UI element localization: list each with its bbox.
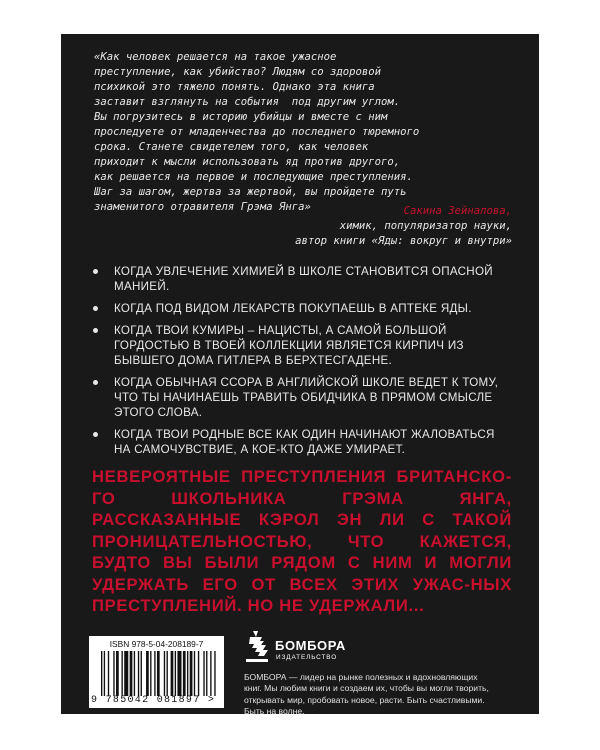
barcode-bar <box>157 651 160 696</box>
barcode-icon <box>101 651 217 696</box>
barcode-bar <box>190 651 193 696</box>
bullet-icon <box>93 380 98 385</box>
bullet-list <box>90 264 510 464</box>
quote-line: заставит взглянуть на события под другим углом. <box>94 96 401 108</box>
quote-line: «Как человек решается на такое ужасное <box>94 51 337 63</box>
quote-line: приходит к мысли использовать яд против другого, <box>94 156 401 168</box>
quote-line: как решается на первое и последующие преступления. <box>94 171 413 183</box>
publisher-logo-sub: ИЗДАТЕЛЬСТВО <box>276 654 338 661</box>
barcode-bar <box>138 651 139 696</box>
bullet-text: КОГДА УВЛЕЧЕНИЕ ХИМИЕЙ В ШКОЛЕ СТАНОВИТСЯ ОПАСНОЙ МАНИЕЙ. <box>114 265 493 293</box>
barcode-bar <box>187 651 188 696</box>
list-item <box>90 323 510 368</box>
barcode-bar <box>206 651 207 696</box>
barcode-bar <box>113 651 114 696</box>
blurb-quote <box>94 50 514 215</box>
barcode-bar <box>101 651 102 696</box>
barcode-bar <box>214 651 215 696</box>
barcode-bar <box>141 651 142 696</box>
barcode-bar <box>198 651 199 696</box>
list-item <box>90 427 510 457</box>
bullet-text: КОГДА ТВОИ КУМИРЫ – НАЦИСТЫ, А САМОЙ БОЛЬШОЙ ГОРДОСТЬЮ В ТВОЕЙ КОЛЛЕКЦИИ ЯВЛЯЕТСЯ КИРПИЧ ИЗ БЫВШЕГО ДОМА ГИТЛЕРА В БЕРХТЕСГАДЕНЕ. <box>114 324 464 367</box>
list-item <box>90 264 510 294</box>
barcode-bar <box>104 651 105 696</box>
publisher-logo-name: БОМБОРА <box>275 638 346 653</box>
quote-line: преступление, как убийство? Людям со здоровой <box>94 66 382 78</box>
barcode-digits: 9 785042 081897 > <box>91 695 216 706</box>
quote-line: знаменитого отравителя Грэма Янга» <box>94 201 311 213</box>
bullet-text: КОГДА ОБЫЧНАЯ ССОРА В АНГЛИЙСКОЙ ШКОЛЕ ВЕДЕТ К ТОМУ, ЧТО ТЫ НАЧИНАЕШЬ ТРАВИТЬ ОБИДЧИКА В ПРЯМОМ СМЫСЛЕ ЭТОГО СЛОВА. <box>114 376 499 419</box>
bullet-icon <box>93 269 98 274</box>
bullet-text: КОГДА ТВОИ РОДНЫЕ ВСЕ КАК ОДИН НАЧИНАЮТ ЖАЛОВАТЬСЯ НА САМОЧУВСТВИЕ, А КОЕ-КТО ДАЖЕ УМИРАЕТ. <box>114 428 495 456</box>
barcode-bar <box>183 651 186 696</box>
barcode-bar <box>203 651 204 696</box>
quote-line: проследуете от младенчества до последнего тюремного <box>94 126 420 138</box>
bombora-logo-icon <box>244 631 270 665</box>
barcode-bar <box>150 651 151 696</box>
barcode-bar <box>121 651 122 696</box>
barcode-bar <box>116 651 119 696</box>
barcode-bar <box>171 651 174 696</box>
barcode-bar <box>108 651 109 696</box>
barcode-bar <box>167 651 168 696</box>
bullet-icon <box>93 328 98 333</box>
barcode-bar <box>164 651 165 696</box>
headline-red-text: НЕВЕРОЯТНЫЕ ПРЕСТУПЛЕНИЯ БРИТАНСКО-ГО ШКОЛЬНИКА ГРЭМА ЯНГА, РАССКАЗАННЫЕ КЭРОЛ ЭН ЛИ С ТАКОЙ ПРОНИЦАТЕЛЬНОСТЬЮ, ЧТО КАЖЕТСЯ, БУДТО ВЫ БЫЛИ РЯДОМ С НИМ И МОГЛИ УДЕРЖАТЬ ЕГО ОТ ВСЕХ ЭТИХ УЖАС-НЫХ ПРЕСТУПЛЕНИЙ. НО НЕ УДЕРЖАЛИ... <box>92 467 512 615</box>
quote-author-title: химик, популяризатор науки, <box>339 220 512 232</box>
isbn-label: ISBN 978-5-04-208189-7 <box>109 639 204 649</box>
bullet-icon <box>93 306 98 311</box>
list-item <box>90 375 510 420</box>
barcode-bar <box>146 651 149 696</box>
list-item <box>90 301 510 316</box>
barcode-bar <box>177 651 181 696</box>
barcode-bar <box>210 651 211 696</box>
barcode-bar <box>175 651 176 696</box>
bullet-text: КОГДА ПОД ВИДОМ ЛЕКАРСТВ ПОКУПАЕШЬ В АПТЕКЕ ЯДЫ. <box>114 302 472 315</box>
quote-author-name: Сакина Зейналова, <box>403 205 512 217</box>
barcode-bar <box>194 651 195 696</box>
bullet-icon <box>93 432 98 437</box>
barcode-bar <box>154 651 155 696</box>
publisher-description: БОМБОРА — лидер на рынке полезных и вдохновляющих книг. Мы любим книги и создаем их, чтобы вы могли творить, открывать мир, пробовать новое, расти. Быть счастливыми. Быть на волне. <box>244 672 489 717</box>
barcode-bar <box>130 651 133 696</box>
quote-line: Шаг за шагом, жертва за жертвой, вы пройдете путь <box>94 186 407 198</box>
quote-line: Вы погрузитесь в историю убийцы и вместе с ним <box>94 111 388 123</box>
quote-line: срока. Станете свидетелем того, как человек <box>94 141 369 153</box>
quote-author-book: автор книги «Яды: вокруг и внутри» <box>295 235 512 247</box>
quote-line: психикой это тяжело понять. Однако эта книга <box>94 81 375 93</box>
barcode-bar <box>134 651 135 696</box>
barcode <box>89 636 224 708</box>
barcode-bar <box>124 651 128 696</box>
